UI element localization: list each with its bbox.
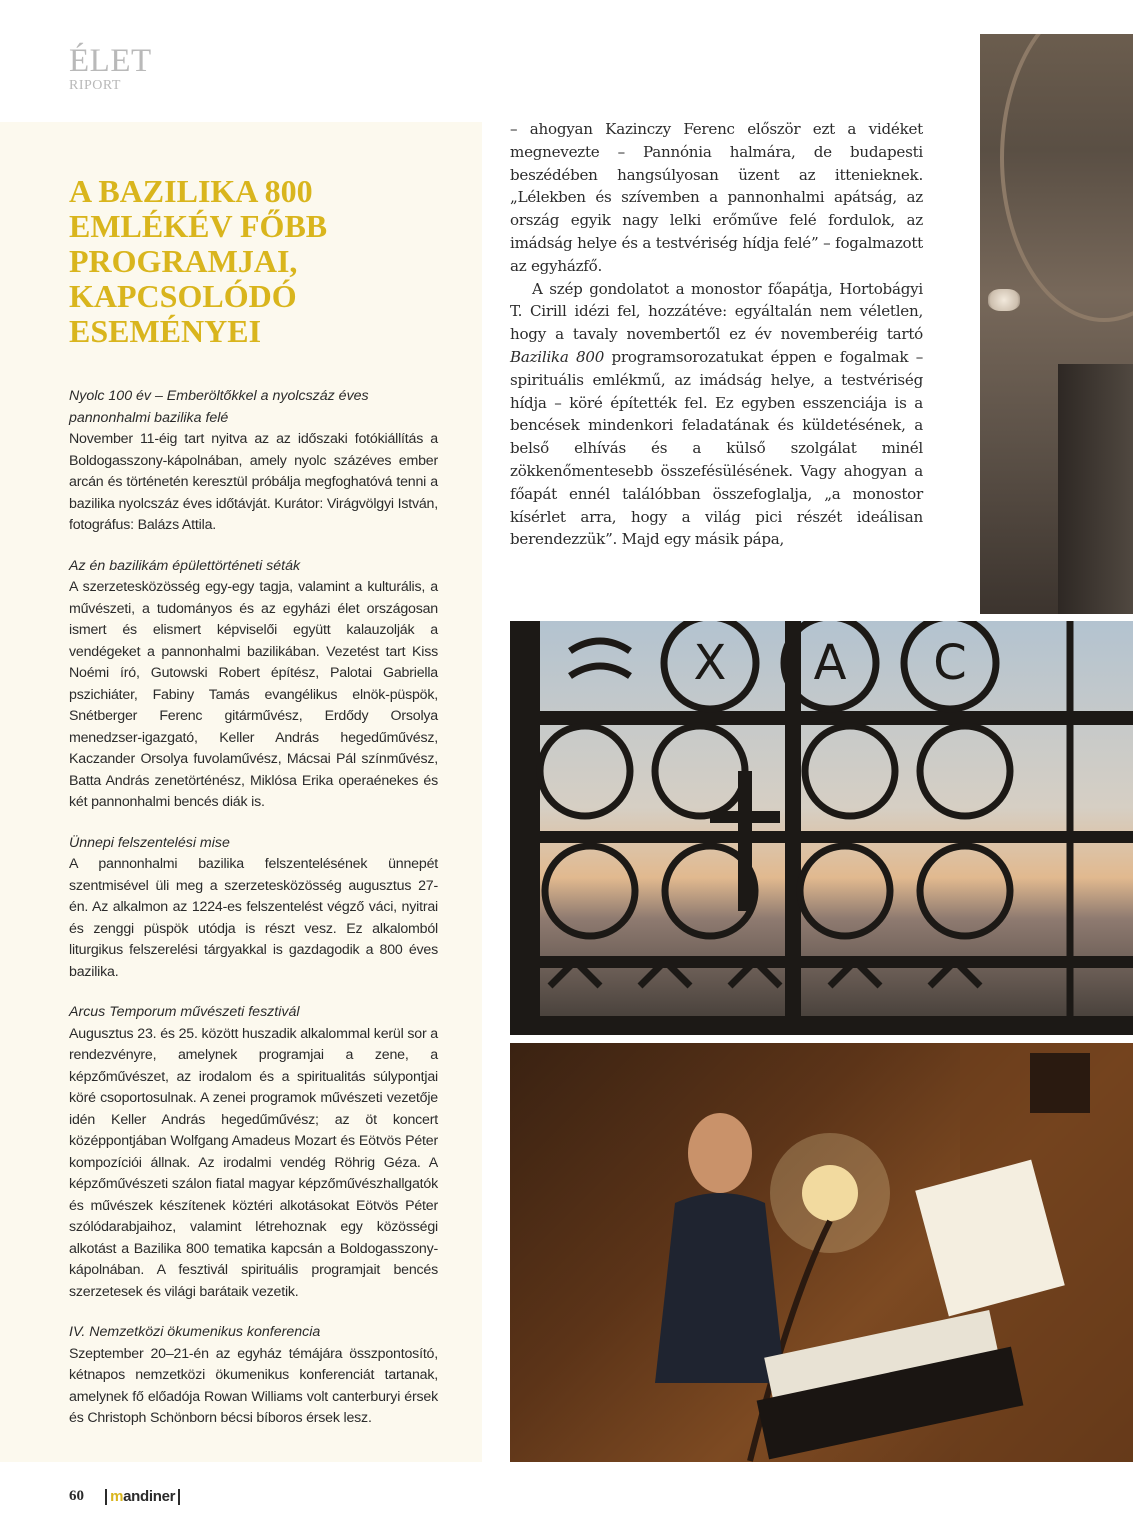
event-body: A szerzetesközösség egy-egy tagja, valamint a kulturális, a művészeti, a tudományos és az egyházi élet országosan ismert és elismert képviselői együtt kalauzolják a vendégeket a pannonhalmi bazilikában. Vezetést tart Kiss Noémi író, Gutowski Robert építész, Palotai Gabriella pszichiáter, Fabiny Tamás evangélikus elnök-püspök, Snétberger Ferenc gitárművész, Erdődy Orsolya menedzser-igazgató, Keller András hegedűművész, Kaczander Orsolya fuvolaművész, Mácsai Pál színművész, Batta András zenetörténész, Miklósa Erika operaénekes és két pannonhalmi bencés diák is. — [69, 579, 438, 810]
logo-text: andiner — [123, 1487, 176, 1505]
event-title: Nyolc 100 év – Emberöltőkkel a nyolcszáz éves pannonhalmi bazilika felé — [69, 388, 369, 426]
event-item — [69, 1002, 438, 1303]
event-title: IV. Nemzetközi ökumenikus konferencia — [69, 1324, 321, 1340]
event-body: Szeptember 20–21-én az egyház témájára összpontosító, kétnapos nemzetközi ökumenikus konferenciát tartanak, amelynek fő előadója Rowan Williams volt canterburyi érsek és Christoph Schönborn bécsi bíboros érsek lesz. — [69, 1345, 438, 1426]
window-letter-x: X — [693, 635, 727, 691]
event-title: Ünnepi felszentelési mise — [69, 834, 230, 851]
photo-basilica-interior — [980, 34, 1133, 614]
organ-scene — [510, 1043, 1133, 1462]
event-body: Augusztus 23. és 25. között huszadik alkalommal kerül sor a rendezvényre, amelynek programjai a zene, a képzőművészet, az irodalom és a spiritualitás súlypontjai köré csoportosulnak. A zenei programok művészeti vezetője idén Keller András hegedűművész; az öt koncert középpontjában Wolfgang Amadeus Mozart és Eötvös Péter kompozíciói állnak. Az irodalmi vendég Röhrig Géza. A képzőművészeti szálon fiatal magyar képzőművészhallgatók és művészek készítenek köztéri alkotásokat Eötvös Péter szólódarabjaihoz, valamint létrehoznak egy közösségi alkotást a Bazilika 800 tematika kapcsán a Boldogasszony-kápolnában. A fesztivál spirituális programjait bencés szerzetesek és világi barátaik vezetik. — [69, 1025, 438, 1300]
event-item — [69, 833, 438, 984]
article-paragraph: – ahogyan Kazinczy Ferenc először ezt a vidéket megnevezte – Pannónia halmára, de budapesti beszédében hangsúlyosan üzent az ittenieknek. „Lélekben és szívemben a pannonhalmi apátság, az ország egyik nagy lelki erőműve felé fordulok, az imádság helye és a testvériség hídja felé” – fogalmazott az egyházfő. — [510, 120, 923, 275]
section-title: ÉLET — [69, 43, 152, 79]
page-footer — [69, 1486, 180, 1506]
photo-organist — [510, 1043, 1133, 1462]
event-item — [69, 1322, 438, 1430]
arch-wall-shadow — [1058, 364, 1133, 614]
article-paragraph — [510, 278, 923, 552]
window-letter-a: A — [813, 635, 847, 691]
arch-rib — [1000, 34, 1133, 322]
event-title: Arcus Temporum művészeti fesztivál — [69, 1004, 300, 1020]
page-number: 60 — [69, 1488, 84, 1504]
program-sidebar — [0, 122, 482, 1462]
article-text: A szép gondolatot a monostor főapátja, Hortobágyi T. Cirill idézi fel, hozzátéve: egyáltalán nem véletlen, hogy a tavaly novembertől ez év novemberéig tartó — [510, 279, 923, 344]
photo-stained-window — [510, 621, 1133, 1035]
section-subtitle: RIPORT — [69, 78, 121, 93]
event-title: Az én bazilikám épülettörténeti séták — [69, 557, 301, 574]
event-item — [69, 386, 438, 537]
wall-lamp — [988, 289, 1020, 311]
event-body: A pannonhalmi bazilika felszentelésének ünnepét szentmisével üli meg a szerzetesközösség augusztus 27-én. Az alkalmon az 1224-es felszentelést végző váci, nyitrai és zenggi püspök utódja is részt vesz. Ez alkalomból liturgikus felszerelési tárgyakkal is gazdagodik a 800 éves bazilika. — [69, 856, 438, 980]
section-header — [69, 44, 152, 94]
article-body — [510, 118, 923, 551]
article-text: programsorozatukat éppen e fogalmak – spirituális emlékmű, az imádság helye, a testvériség hídja – köré építették fel. Ez egyben esszenciája is a bencések mindenkori feladatának és küldetésének, a belső elhívás és a külső szolgálat minél zökkenőmentesebb összefésülésének. Vagy ahogyan a főapát ennél találóbban összefoglalja, „a monostor kísérlet arra, hogy a világ pici részét ideálisan berendezzük”. Majd egy másik pápa, — [510, 347, 923, 549]
article-emphasis: Bazilika 800 — [510, 347, 605, 366]
event-item — [69, 556, 438, 814]
sidebar-title: A BAZILIKA 800 EMLÉKÉV FŐBB PROGRAMJAI, KAPCSOLÓDÓ ESEMÉNYEI — [69, 173, 328, 349]
logo-accent: m — [110, 1487, 124, 1505]
window-grille — [510, 621, 1133, 1035]
window-letter-c: C — [933, 635, 967, 691]
magazine-logo — [105, 1489, 180, 1505]
event-body: November 11-éig tart nyitva az az időszaki fotókiállítás a Boldogasszony-kápolnában, amely nyolc százéves ember arcán és történetén keresztül próbálja megfoghatóvá tenni a bazilika nyolcszáz éves időtávját. Kurátor: Virágvölgyi István, fotográfus: Balázs Attila. — [69, 431, 438, 533]
